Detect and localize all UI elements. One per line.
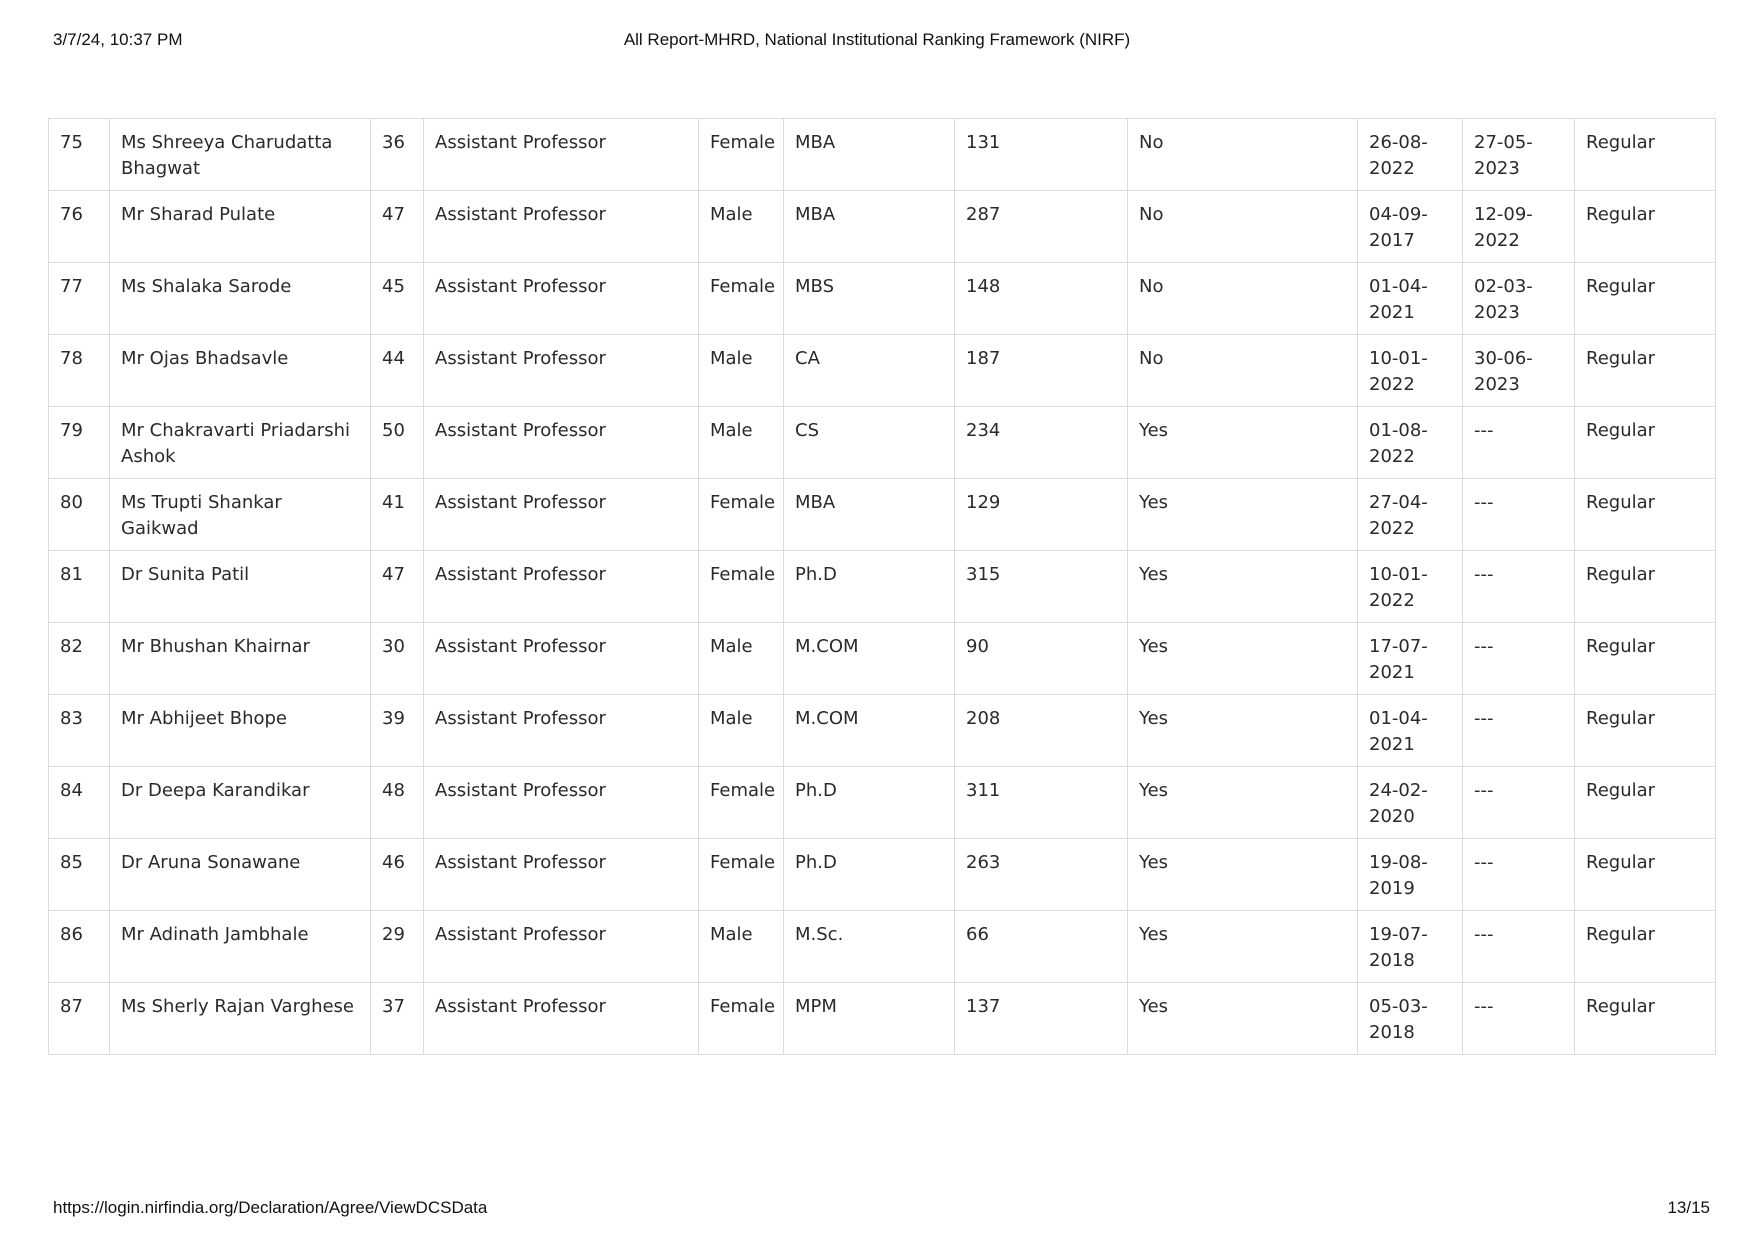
cell-age: 39: [371, 695, 424, 767]
cell-qualification: MBA: [784, 479, 955, 551]
cell-qualification: M.COM: [784, 623, 955, 695]
table-body: [49, 119, 1716, 1055]
cell-name: Ms Shalaka Sarode: [110, 263, 371, 335]
cell-age: 41: [371, 479, 424, 551]
cell-age: 47: [371, 551, 424, 623]
table-row: [49, 983, 1716, 1055]
cell-sno: 79: [49, 407, 110, 479]
cell-designation: Assistant Professor: [424, 119, 699, 191]
cell-sno: 77: [49, 263, 110, 335]
cell-gender: Male: [699, 407, 784, 479]
cell-status: No: [1128, 335, 1358, 407]
cell-sno: 80: [49, 479, 110, 551]
cell-age: 48: [371, 767, 424, 839]
cell-age: 47: [371, 191, 424, 263]
cell-qualification: MPM: [784, 983, 955, 1055]
cell-nature: Regular: [1575, 119, 1716, 191]
cell-qualification: MBS: [784, 263, 955, 335]
cell-qualification: MBA: [784, 119, 955, 191]
cell-nature: Regular: [1575, 335, 1716, 407]
cell-qualification: Ph.D: [784, 551, 955, 623]
cell-experience: 263: [955, 839, 1128, 911]
cell-joining-date: 17-07-2021: [1358, 623, 1463, 695]
cell-age: 36: [371, 119, 424, 191]
cell-joining-date: 10-01-2022: [1358, 335, 1463, 407]
cell-age: 30: [371, 623, 424, 695]
cell-status: Yes: [1128, 407, 1358, 479]
cell-nature: Regular: [1575, 479, 1716, 551]
table-row: [49, 119, 1716, 191]
cell-sno: 75: [49, 119, 110, 191]
cell-experience: 66: [955, 911, 1128, 983]
table-row: [49, 263, 1716, 335]
cell-joining-date: 01-04-2021: [1358, 695, 1463, 767]
table-row: [49, 695, 1716, 767]
cell-status: Yes: [1128, 767, 1358, 839]
cell-sno: 83: [49, 695, 110, 767]
cell-qualification: CS: [784, 407, 955, 479]
cell-experience: 234: [955, 407, 1128, 479]
cell-experience: 137: [955, 983, 1128, 1055]
cell-age: 37: [371, 983, 424, 1055]
cell-joining-date: 27-04-2022: [1358, 479, 1463, 551]
cell-name: Mr Sharad Pulate: [110, 191, 371, 263]
cell-age: 45: [371, 263, 424, 335]
cell-status: Yes: [1128, 911, 1358, 983]
cell-name: Dr Aruna Sonawane: [110, 839, 371, 911]
cell-leaving-date: ---: [1463, 623, 1575, 695]
cell-designation: Assistant Professor: [424, 767, 699, 839]
cell-gender: Male: [699, 191, 784, 263]
cell-sno: 78: [49, 335, 110, 407]
cell-age: 29: [371, 911, 424, 983]
cell-name: Dr Deepa Karandikar: [110, 767, 371, 839]
cell-designation: Assistant Professor: [424, 263, 699, 335]
cell-experience: 148: [955, 263, 1128, 335]
cell-qualification: M.Sc.: [784, 911, 955, 983]
cell-nature: Regular: [1575, 191, 1716, 263]
cell-gender: Female: [699, 263, 784, 335]
page-number: 13/15: [1667, 1198, 1710, 1217]
cell-status: No: [1128, 119, 1358, 191]
cell-leaving-date: ---: [1463, 479, 1575, 551]
cell-leaving-date: ---: [1463, 767, 1575, 839]
table-row: [49, 767, 1716, 839]
cell-qualification: MBA: [784, 191, 955, 263]
cell-joining-date: 26-08-2022: [1358, 119, 1463, 191]
table-row: [49, 551, 1716, 623]
cell-leaving-date: 12-09-2022: [1463, 191, 1575, 263]
cell-experience: 131: [955, 119, 1128, 191]
faculty-table: [48, 118, 1716, 1055]
cell-designation: Assistant Professor: [424, 983, 699, 1055]
cell-nature: Regular: [1575, 839, 1716, 911]
cell-designation: Assistant Professor: [424, 407, 699, 479]
cell-qualification: CA: [784, 335, 955, 407]
page-url[interactable]: https://login.nirfindia.org/Declaration/Agree/ViewDCSData: [53, 1198, 488, 1217]
cell-joining-date: 04-09-2017: [1358, 191, 1463, 263]
cell-gender: Male: [699, 623, 784, 695]
table-row: [49, 407, 1716, 479]
cell-nature: Regular: [1575, 983, 1716, 1055]
cell-leaving-date: ---: [1463, 839, 1575, 911]
cell-experience: 129: [955, 479, 1128, 551]
cell-status: Yes: [1128, 695, 1358, 767]
cell-sno: 86: [49, 911, 110, 983]
cell-status: No: [1128, 263, 1358, 335]
cell-designation: Assistant Professor: [424, 695, 699, 767]
cell-status: No: [1128, 191, 1358, 263]
cell-name: Mr Adinath Jambhale: [110, 911, 371, 983]
cell-experience: 187: [955, 335, 1128, 407]
cell-joining-date: 24-02-2020: [1358, 767, 1463, 839]
cell-sno: 84: [49, 767, 110, 839]
cell-qualification: M.COM: [784, 695, 955, 767]
table-row: [49, 479, 1716, 551]
cell-designation: Assistant Professor: [424, 335, 699, 407]
cell-age: 46: [371, 839, 424, 911]
cell-qualification: Ph.D: [784, 767, 955, 839]
cell-designation: Assistant Professor: [424, 911, 699, 983]
print-datetime: 3/7/24, 10:37 PM: [53, 30, 183, 49]
cell-name: Ms Sherly Rajan Varghese: [110, 983, 371, 1055]
cell-status: Yes: [1128, 839, 1358, 911]
cell-leaving-date: ---: [1463, 983, 1575, 1055]
cell-nature: Regular: [1575, 911, 1716, 983]
cell-nature: Regular: [1575, 263, 1716, 335]
cell-nature: Regular: [1575, 551, 1716, 623]
cell-name: Mr Abhijeet Bhope: [110, 695, 371, 767]
cell-nature: Regular: [1575, 695, 1716, 767]
page-title: All Report-MHRD, National Institutional Ranking Framework (NIRF): [623, 30, 1131, 49]
cell-qualification: Ph.D: [784, 839, 955, 911]
cell-sno: 81: [49, 551, 110, 623]
cell-designation: Assistant Professor: [424, 551, 699, 623]
cell-joining-date: 01-08-2022: [1358, 407, 1463, 479]
cell-gender: Male: [699, 695, 784, 767]
cell-leaving-date: ---: [1463, 911, 1575, 983]
cell-nature: Regular: [1575, 623, 1716, 695]
cell-nature: Regular: [1575, 407, 1716, 479]
cell-leaving-date: 27-05-2023: [1463, 119, 1575, 191]
cell-designation: Assistant Professor: [424, 191, 699, 263]
cell-sno: 76: [49, 191, 110, 263]
cell-joining-date: 19-08-2019: [1358, 839, 1463, 911]
cell-sno: 87: [49, 983, 110, 1055]
cell-name: Mr Bhushan Khairnar: [110, 623, 371, 695]
cell-status: Yes: [1128, 623, 1358, 695]
cell-experience: 287: [955, 191, 1128, 263]
cell-nature: Regular: [1575, 767, 1716, 839]
cell-sno: 85: [49, 839, 110, 911]
table-row: [49, 839, 1716, 911]
cell-designation: Assistant Professor: [424, 479, 699, 551]
cell-age: 50: [371, 407, 424, 479]
cell-leaving-date: ---: [1463, 407, 1575, 479]
cell-gender: Female: [699, 479, 784, 551]
cell-leaving-date: ---: [1463, 695, 1575, 767]
table-row: [49, 911, 1716, 983]
cell-experience: 311: [955, 767, 1128, 839]
cell-experience: 208: [955, 695, 1128, 767]
cell-experience: 315: [955, 551, 1128, 623]
cell-name: Mr Ojas Bhadsavle: [110, 335, 371, 407]
cell-gender: Female: [699, 119, 784, 191]
cell-status: Yes: [1128, 551, 1358, 623]
cell-experience: 90: [955, 623, 1128, 695]
cell-designation: Assistant Professor: [424, 623, 699, 695]
cell-status: Yes: [1128, 479, 1358, 551]
cell-leaving-date: 02-03-2023: [1463, 263, 1575, 335]
table-row: [49, 191, 1716, 263]
cell-gender: Female: [699, 839, 784, 911]
cell-designation: Assistant Professor: [424, 839, 699, 911]
cell-name: Dr Sunita Patil: [110, 551, 371, 623]
cell-gender: Female: [699, 767, 784, 839]
cell-joining-date: 01-04-2021: [1358, 263, 1463, 335]
cell-name: Ms Trupti Shankar Gaikwad: [110, 479, 371, 551]
cell-leaving-date: 30-06-2023: [1463, 335, 1575, 407]
cell-gender: Female: [699, 983, 784, 1055]
cell-name: Mr Chakravarti Priadarshi Ashok: [110, 407, 371, 479]
table-row: [49, 335, 1716, 407]
cell-gender: Male: [699, 911, 784, 983]
cell-status: Yes: [1128, 983, 1358, 1055]
cell-name: Ms Shreeya Charudatta Bhagwat: [110, 119, 371, 191]
cell-joining-date: 19-07-2018: [1358, 911, 1463, 983]
cell-sno: 82: [49, 623, 110, 695]
cell-gender: Female: [699, 551, 784, 623]
cell-leaving-date: ---: [1463, 551, 1575, 623]
cell-joining-date: 10-01-2022: [1358, 551, 1463, 623]
cell-joining-date: 05-03-2018: [1358, 983, 1463, 1055]
cell-age: 44: [371, 335, 424, 407]
cell-gender: Male: [699, 335, 784, 407]
table-row: [49, 623, 1716, 695]
